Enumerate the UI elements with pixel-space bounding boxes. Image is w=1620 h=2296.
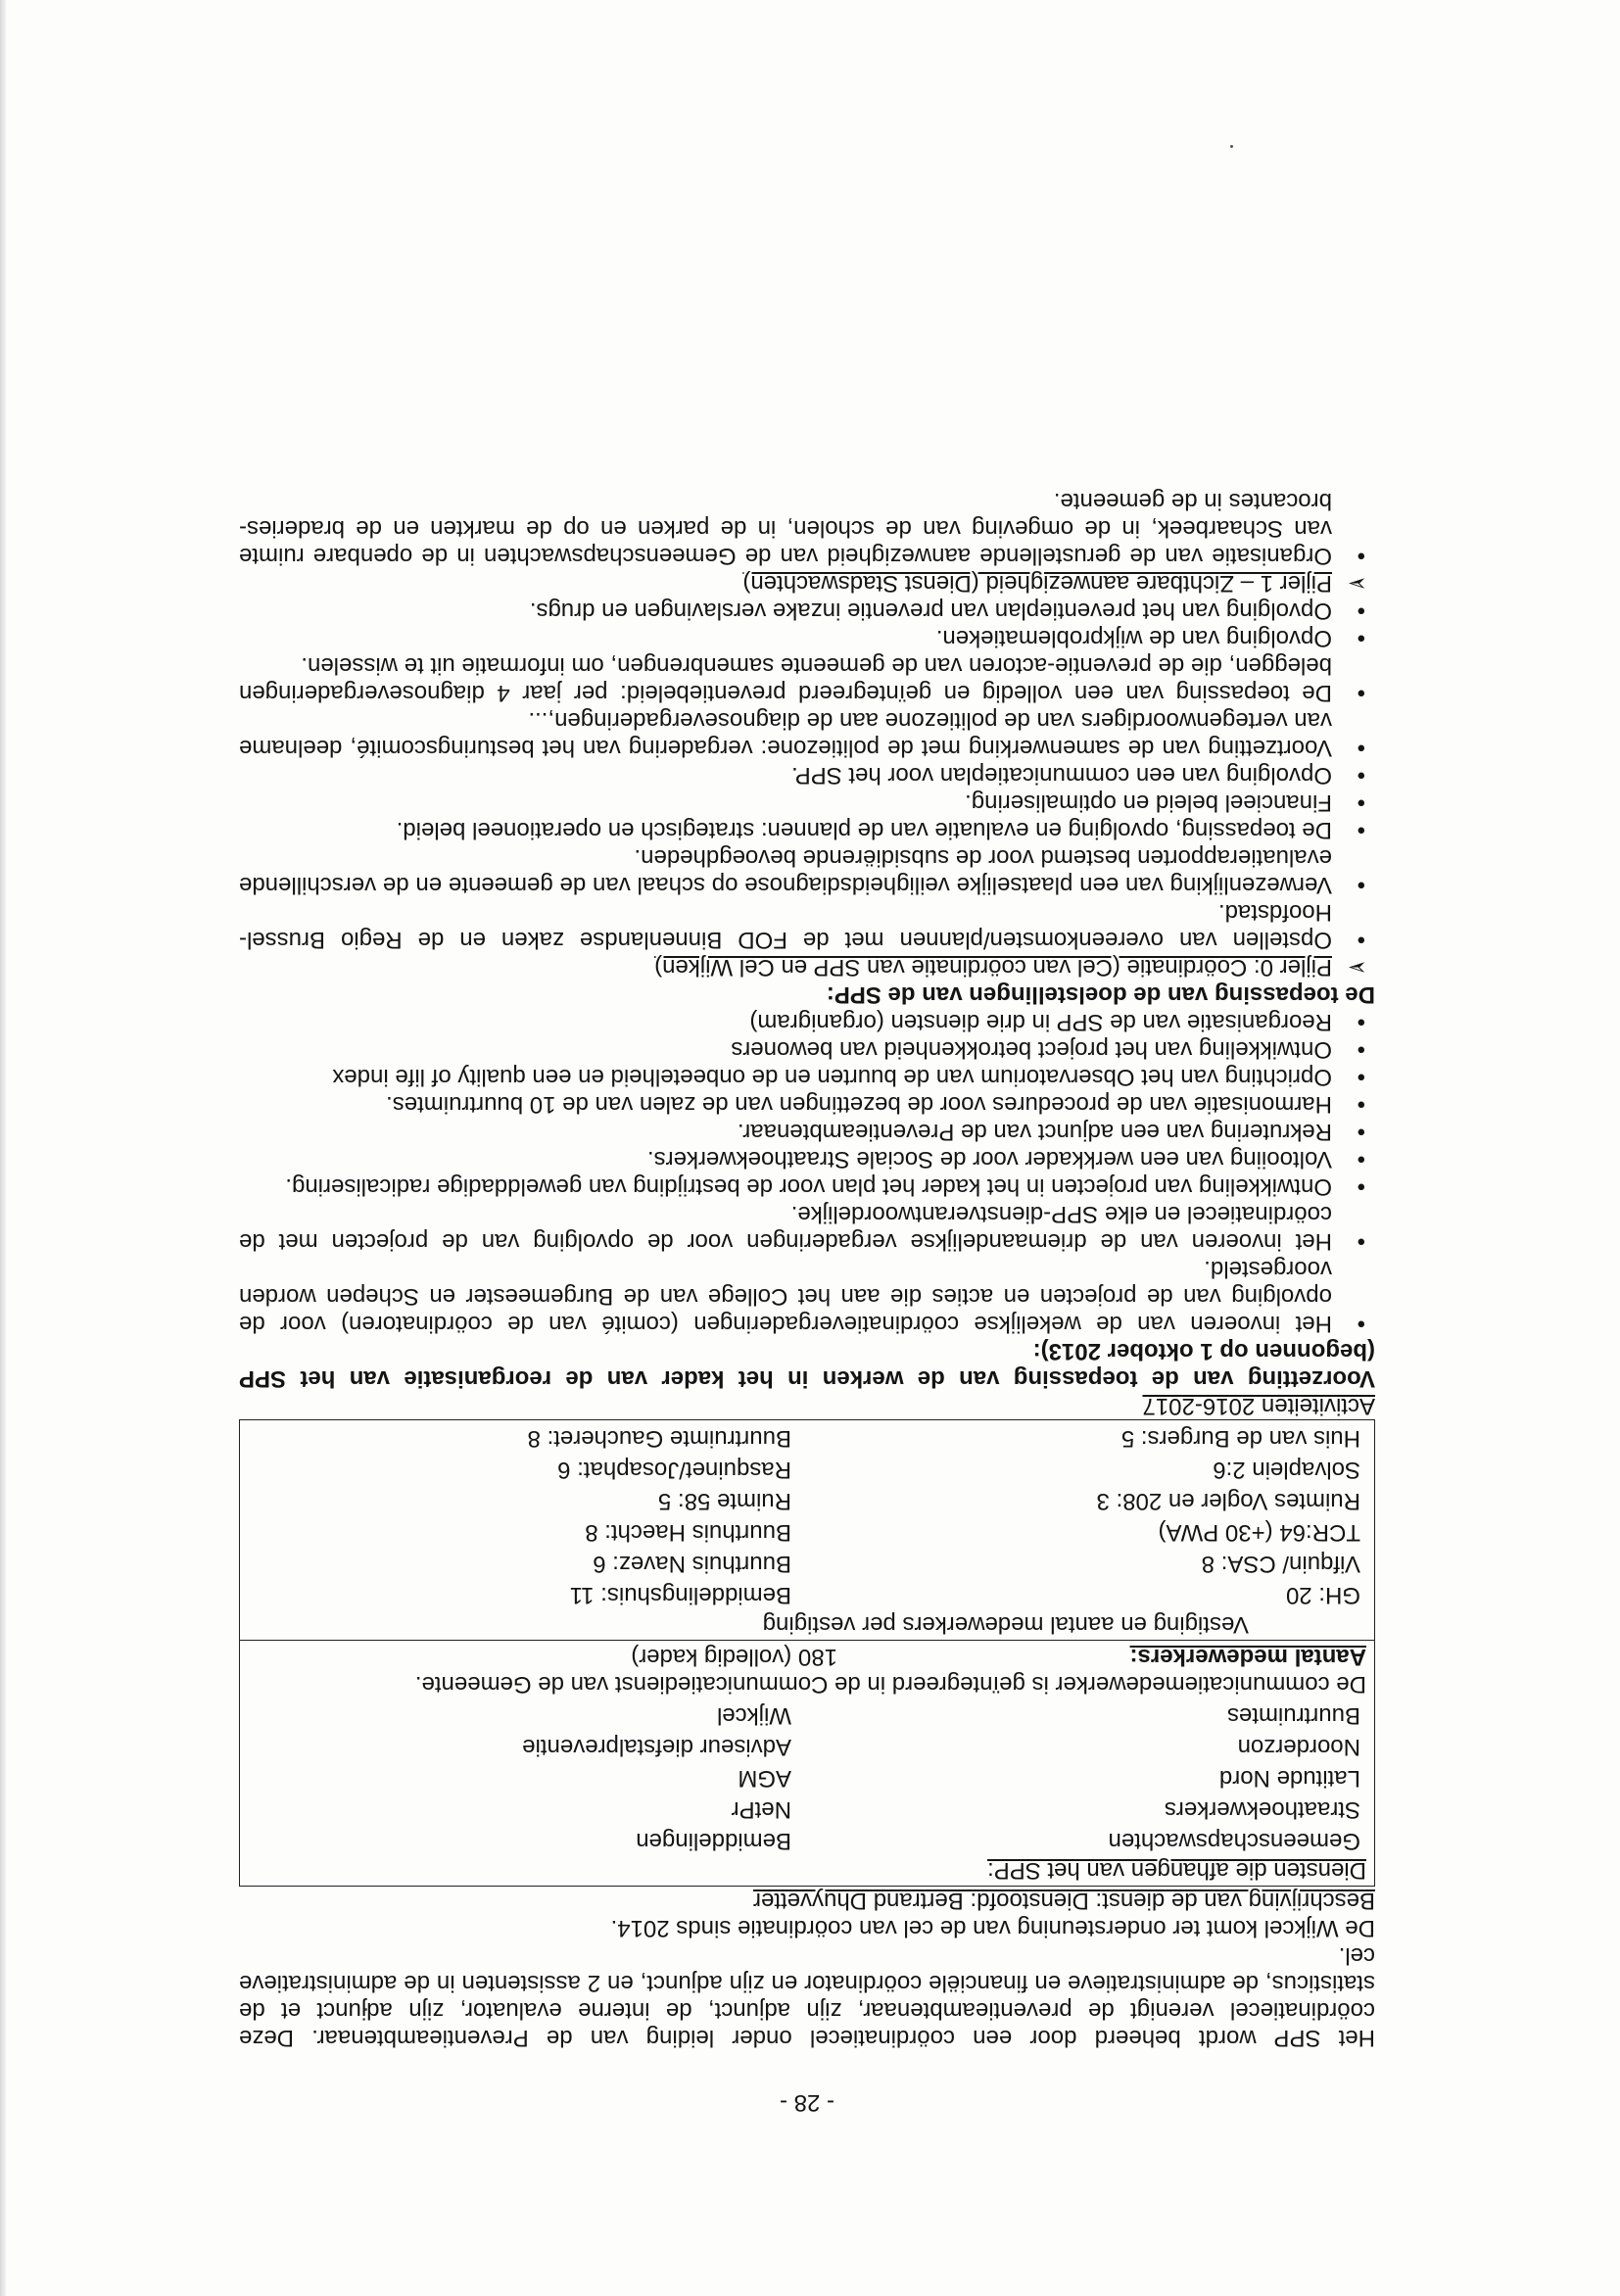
vestiging-item: Ruimte 58: 5: [657, 1488, 791, 1514]
voorzetting-list: [239, 1008, 1375, 1337]
vestiging-item: Buurtruimte Gaucheret: 8: [527, 1425, 791, 1452]
list-item: • Reorganisatie van de SPP in drie diensten (organigram): [239, 1008, 1375, 1035]
pijler-1-list: [239, 487, 1375, 569]
vestiging-item: Huis van de Burgers: 5: [1120, 1425, 1360, 1452]
list-item: • Het invoeren van de wekelijkse coördinatievergaderingen (comité van de coördinatoren) voor de opvolging van de projecten en acties die aan het College van de Burgemeester en Schepen worden voorgesteld.: [239, 1255, 1375, 1337]
vestiging-item: Rasquinet/Josaphat: 6: [557, 1457, 791, 1483]
vestiging-section: [240, 1420, 1374, 1641]
service-description: Beschrijving van de dienst: Dienstoofd: Bertrand Dhuyvetter: [752, 1888, 1375, 1914]
page-number: - 28 -: [780, 2089, 835, 2116]
dienst-item: Gemeenschapswachten: [1108, 1828, 1360, 1854]
vestiging-item: Vifquin/ CSA: 8: [1201, 1551, 1360, 1577]
wijkcel-note: De Wijkcel komt ter ondersteuning van de cel van coördinatie sinds 2014.: [610, 1915, 1375, 1941]
pijler-1-heading: [239, 569, 1375, 597]
vestiging-item: TCR:64 (+30 PWA): [1158, 1519, 1360, 1546]
activiteiten-title: Activiteiten 2016-2017: [1142, 1393, 1375, 1419]
list-item: • Het invoeren van de driemaandelijkse vergaderingen voor de opvolging van de projecten met de coördinatiecel en elke SPP-dienstverantwoordelijke.: [239, 1200, 1375, 1255]
list-item: • Verwezenlijking van een plaatselijke veiligheidsdiagnose op schaal van de gemeente en de verschillende evaluatierapporten bestemd voor de subsidiërende bevoegdheden.: [239, 843, 1375, 898]
pijler-0-title: Pijler 0: Coördinatie (Cel van coördinatie van SPP en Cel Wijken): [654, 954, 1332, 981]
diensten-grid: [248, 1699, 1366, 1856]
vestiging-item: Solvaplein 2:6: [1213, 1457, 1360, 1483]
aantal-row: [248, 1643, 1366, 1670]
list-item: • Financieel beleid en optimalisering.: [239, 789, 1375, 816]
list-item: • Organisatie van de gerustellende aanwezigheid van de Gemeenschapswachten in de openbare ruimte van Schaarbeek, in de omgeving van de scholen, in de parken en op de markten en de braderies-brocantes in de gemeente.: [239, 487, 1375, 569]
aantal-value: 180 (volledig kader): [631, 1644, 837, 1670]
aantal-label: Aantal medewerkers:: [1129, 1644, 1366, 1670]
dienst-item: Latitude Nord: [1218, 1765, 1360, 1792]
list-item: • Harmonisatie van de procedures voor de bezettingen van de zalen van de 10 buurtruimtes.: [239, 1090, 1375, 1118]
intro-paragraph: Het SPP wordt beheerd door een coördinatiecel onder leiding van de Preventieambtenaar. Deze coördinatiecel verenigt de preventieambtenaar, zijn adjunct, de interne evaluator, zijn adjunct et de statisticus, de administratieve en financiële coördinator en zijn adjunct, en 2 assistenten in de administratieve cel.: [239, 1942, 1375, 2051]
dienst-item: NetPr: [731, 1796, 791, 1823]
arrow-bullet-icon: ➢: [1347, 570, 1367, 597]
list-item: • Ontwikkeling van projecten in het kader het plan voor de bestrijding van gewelddadige radicalisering.: [239, 1172, 1375, 1200]
list-item: • Opvolging van de wijkproblematieken.: [239, 624, 1375, 651]
list-item: • Rekrutering van een adjunct van de Preventieambtenaar.: [239, 1118, 1375, 1145]
pijler-0-heading: [239, 953, 1375, 981]
dienst-item: Straathoekwerkers: [1164, 1796, 1360, 1823]
vestiging-grid: [248, 1422, 1366, 1610]
dienst-item: Wijkcel: [717, 1702, 791, 1729]
list-item: • Ontwikkeling van het project betrokkenheid van bewoners: [239, 1035, 1375, 1063]
voorzetting-heading: Voorzetting van de toepassing van de werken in het kader van de reorganisatie van het SPP (begonnen op 1 oktober 2013):: [239, 1338, 1375, 1392]
arrow-bullet-icon: ➢: [1347, 954, 1367, 981]
list-item: • De toepassing, opvolging en evaluatie van de plannen: strategisch en operationeel beleid.: [239, 816, 1375, 843]
list-item: • Voltooiing van een werkkader voor de Sociale Straathoekwerkers.: [239, 1145, 1375, 1172]
diensten-title: Diensten die afhangen van het SPP:: [987, 1857, 1366, 1884]
list-item: • Opstellen van overeenkomsten/plannen met de FOD Binnenlandse zaken en de Regio Brussel-Hoofdstad.: [239, 898, 1375, 953]
dienst-item: Buurtruimtes: [1226, 1702, 1360, 1729]
diensten-section: [240, 1641, 1374, 1886]
document-body: [239, 487, 1375, 2116]
list-item: • Oprichting van het Observatorium van de buurten en de onbeetelheid en een quality of life index: [239, 1063, 1375, 1090]
list-item: • Voortzetting van de samenwerking met de politiezone: vergadering van het besturingscomité, deelname van vertegenwoordigers van de politiezone aan de diagnosevergaderingen,...: [239, 706, 1375, 761]
list-item: • Opvolging van het preventieplan van preventie inzake verslavingen en drugs.: [239, 597, 1375, 624]
pijler-0-list: [239, 597, 1375, 953]
pijler-1-title: Pijler 1 – Zichtbare aanwezigheid (Dienst Stadswachten): [742, 570, 1332, 597]
dienst-item: Adviseur diefstalpreventie: [522, 1734, 791, 1760]
vestiging-item: GH: 20: [1285, 1582, 1360, 1608]
toepassing-heading: De toepassing van de doelstellingen van de SPP:: [826, 981, 1375, 1008]
list-item: • De toepassing van een volledig en geïntegreerd preventiebeleid: per jaar 4 diagnosevergaderingen beleggen, die de preventie-actoren van de gemeente samenbrengen, om informatie uit te wisselen.: [239, 651, 1375, 706]
vestiging-item: Bemiddelingshuis: 11: [569, 1582, 791, 1608]
vestiging-item: Buurthuis Navez: 6: [593, 1551, 791, 1577]
dienst-item: AGM: [738, 1765, 791, 1792]
list-item: • Opvolging van een communicatieplan voor het SPP.: [239, 761, 1375, 789]
vestiging-item: Buurthuis Haecht: 8: [585, 1519, 791, 1546]
dienst-item: Bemiddelingen: [636, 1828, 791, 1854]
communicatie-note: De communicatiemedewerker is geïntegreerd in de Communicatiedienst van de Gemeente.: [414, 1671, 1366, 1698]
vestiging-item: Ruimtes Vogler en 208: 3: [1096, 1488, 1360, 1514]
vestiging-title: Vestiging en aantal medewerkers per vestiging: [762, 1611, 1249, 1638]
service-info-box: [239, 1419, 1375, 1887]
dienst-item: Noorderzon: [1237, 1734, 1360, 1760]
